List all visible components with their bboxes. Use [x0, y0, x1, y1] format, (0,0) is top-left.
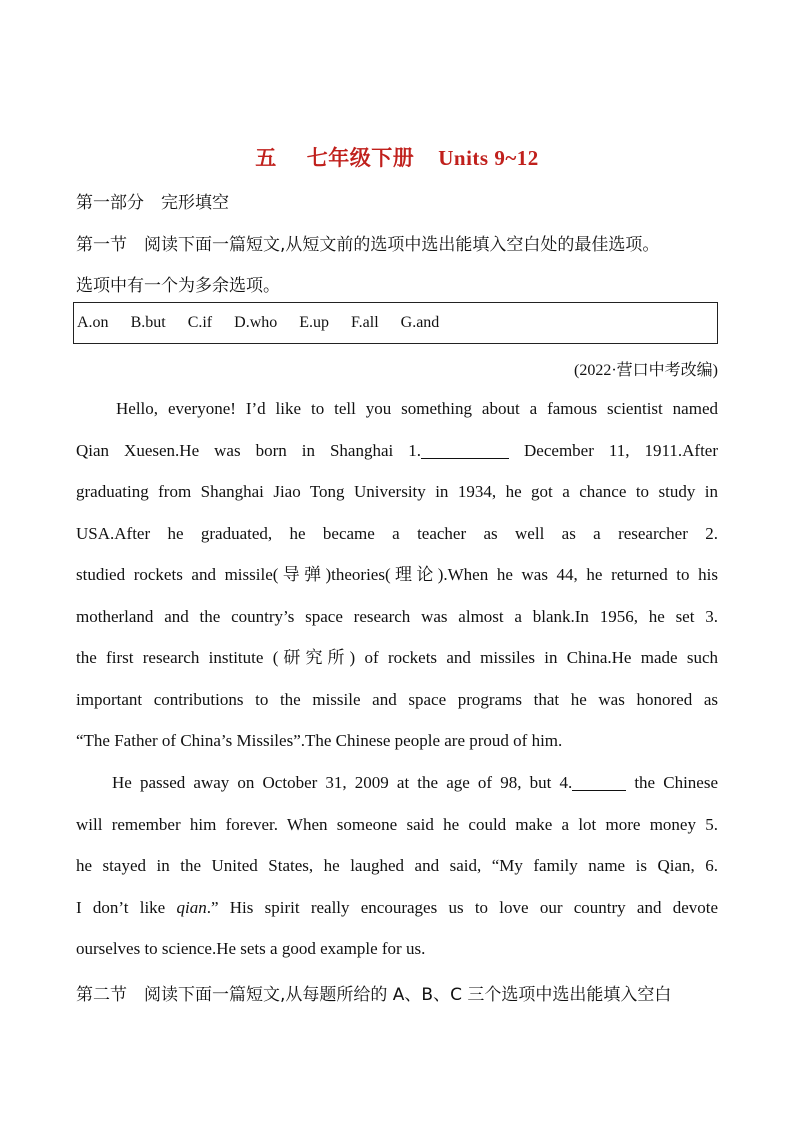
option-e: E.up [299, 314, 330, 331]
passage-line: important contributions to the missile and space programs that he was honored as [76, 689, 718, 709]
option-c: C.if [187, 314, 213, 331]
section2-instruction [76, 980, 671, 1005]
section2-instruction-text: 阅读下面一篇短文,从每题所给的 A、B、C 三个选项中选出能填入空白 [144, 985, 672, 1005]
part-heading: 第一部分 完形填空 [76, 193, 229, 213]
passage-line: I don’t like qian.” His spirit really encourages us to love our country and devote [76, 897, 718, 917]
passage-line: Hello, everyone! I’d like to tell you something about a famous scientist named [116, 399, 718, 418]
section1-instruction-a: 阅读下面一篇短文,从短文前的选项中选出能填入空白处的最佳选项。 [144, 235, 660, 255]
title-number: 五 [255, 146, 277, 170]
option-b: B.but [130, 314, 166, 331]
passage-line: USA.After he graduated, he became a teacher as well as a researcher 2. [76, 523, 718, 543]
option-a: A.on [77, 314, 109, 331]
passage-line: motherland and the country’s space research was almost a blank.In 1956, he set 3. [76, 606, 718, 626]
page-title [0, 142, 794, 172]
passage-line: the first research institute (研究所) of rockets and missiles in China.He made such [76, 648, 718, 667]
option-f: F.all [351, 314, 379, 331]
section1-label: 第一节 [76, 235, 127, 255]
blank-1[interactable] [421, 436, 509, 459]
passage-line: he stayed in the United States, he laughed and said, “My family name is Qian, 6. [76, 856, 718, 875]
passage-paragraph-2 [76, 762, 718, 970]
passage-line: graduating from Shanghai Jiao Tong University in 1934, he got a chance to study in [76, 482, 718, 501]
options-box [73, 302, 718, 344]
section2-label: 第二节 [76, 985, 127, 1005]
passage-line: will remember him forever. When someone said he could make a lot more money 5. [76, 814, 718, 834]
passage-line: “The Father of China’s Missiles”.The Chinese people are proud of him. [76, 731, 563, 750]
option-d: D.who [234, 314, 278, 331]
passage-paragraph-1 [76, 388, 718, 762]
blank-4[interactable] [572, 768, 626, 791]
passage-line: He passed away on October 31, 2009 at the age of 98, but 4. the Chinese [76, 762, 718, 804]
option-g: G.and [400, 314, 440, 331]
title-grade: 七年级下册 [306, 146, 415, 170]
passage-line: ourselves to science.He sets a good example for us. [76, 939, 426, 958]
passage-line: studied rockets and missile(导弹)theories(理论).When he was 44, he returned to his [76, 565, 718, 584]
title-units: Units 9~12 [438, 146, 539, 170]
options-list [77, 314, 457, 332]
section1-instruction-b: 选项中有一个为多余选项。 [76, 276, 280, 296]
section1-instruction [76, 230, 659, 255]
source-note: (2022·营口中考改编) [574, 362, 718, 379]
passage-line: Qian Xuesen.He was born in Shanghai 1. December 11, 1911.After [76, 430, 718, 472]
